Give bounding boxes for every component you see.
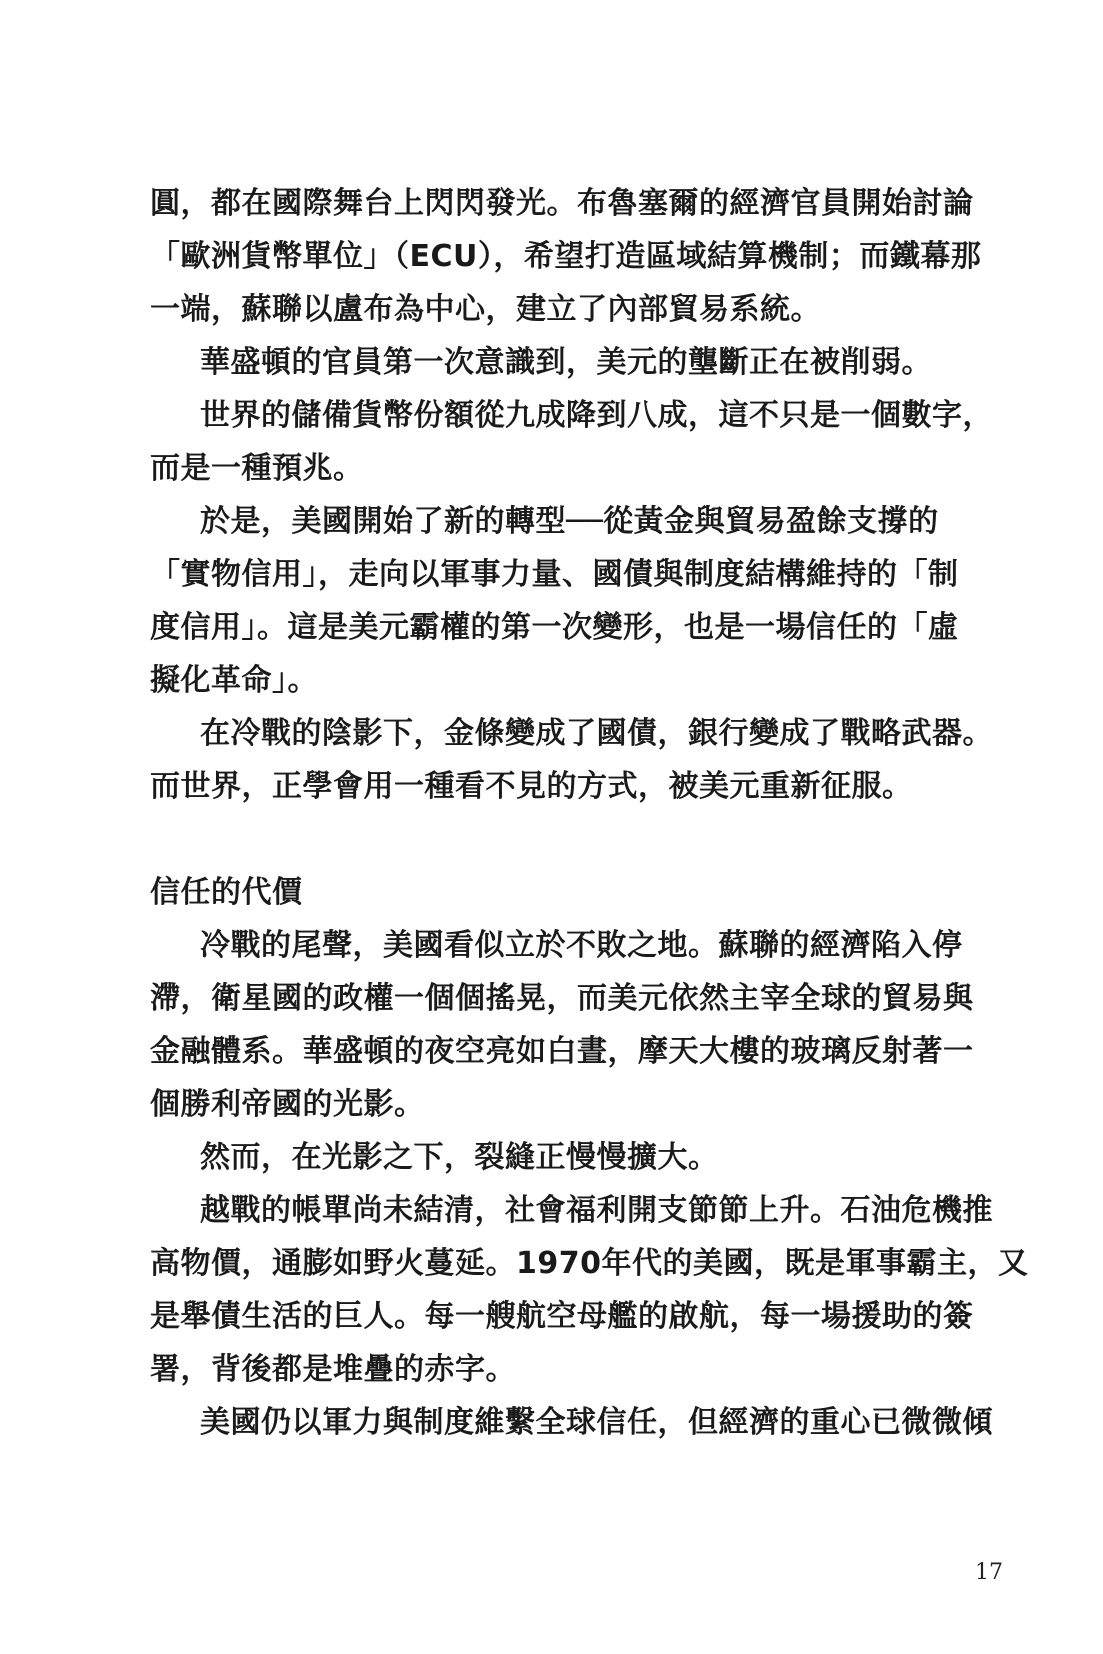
body-line: 而世界，正學會用一種看不見的方式，被美元重新征服。 [150,769,913,804]
body-line: 圓，都在國際舞台上閃閃發光。布魯塞爾的經濟官員開始討論 [150,186,974,221]
body-line: 越戰的帳單尚未結清，社會福利開支節節上升。石油危機推 [200,1193,993,1228]
body-line: 一端，蘇聯以盧布為中心，建立了內部貿易系統。 [150,292,821,327]
body-line: 於是，美國開始了新的轉型──從黃金與貿易盈餘支撐的 [200,504,939,539]
page-number: 17 [975,1560,1003,1585]
body-line: 世界的儲備貨幣份額從九成降到八成，這不只是一個數字， [200,398,993,433]
body-line: 「實物信用」，走向以軍事力量、國債與制度結構維持的「制 [150,557,959,592]
body-line: 而是一種預兆。 [150,451,364,486]
body-line: 金融體系。華盛頓的夜空亮如白晝，摩天大樓的玻璃反射著一 [150,1034,974,1069]
body-line: 然而，在光影之下，裂縫正慢慢擴大。 [200,1140,719,1175]
body-line: 個勝利帝國的光影。 [150,1087,425,1122]
body-line: 「歐洲貨幣單位」（ECU），希望打造區域結算機制；而鐵幕那 [150,239,982,274]
body-line: 冷戰的尾聲，美國看似立於不敗之地。蘇聯的經濟陷入停 [200,928,963,963]
body-line: 高物價，通膨如野火蔓延。1970年代的美國，既是軍事霸主，又 [150,1246,1029,1281]
body-line: 美國仍以軍力與制度維繫全球信任，但經濟的重心已微微傾 [200,1405,993,1440]
body-line: 滯，衛星國的政權一個個搖晃，而美元依然主宰全球的貿易與 [150,981,974,1016]
body-line: 華盛頓的官員第一次意識到，美元的壟斷正在被削弱。 [200,345,932,380]
body-line: 擬化革命」。 [150,663,318,698]
body-line: 在冷戰的陰影下，金條變成了國債，銀行變成了戰略武器。 [200,716,993,751]
section-heading: 信任的代價 [150,875,303,910]
body-line: 署，背後都是堆疊的赤字。 [150,1352,516,1387]
body-line: 是舉債生活的巨人。每一艘航空母艦的啟航，每一場援助的簽 [150,1299,974,1334]
body-line: 度信用」。這是美元霸權的第一次變形，也是一場信任的「虛 [150,610,959,645]
